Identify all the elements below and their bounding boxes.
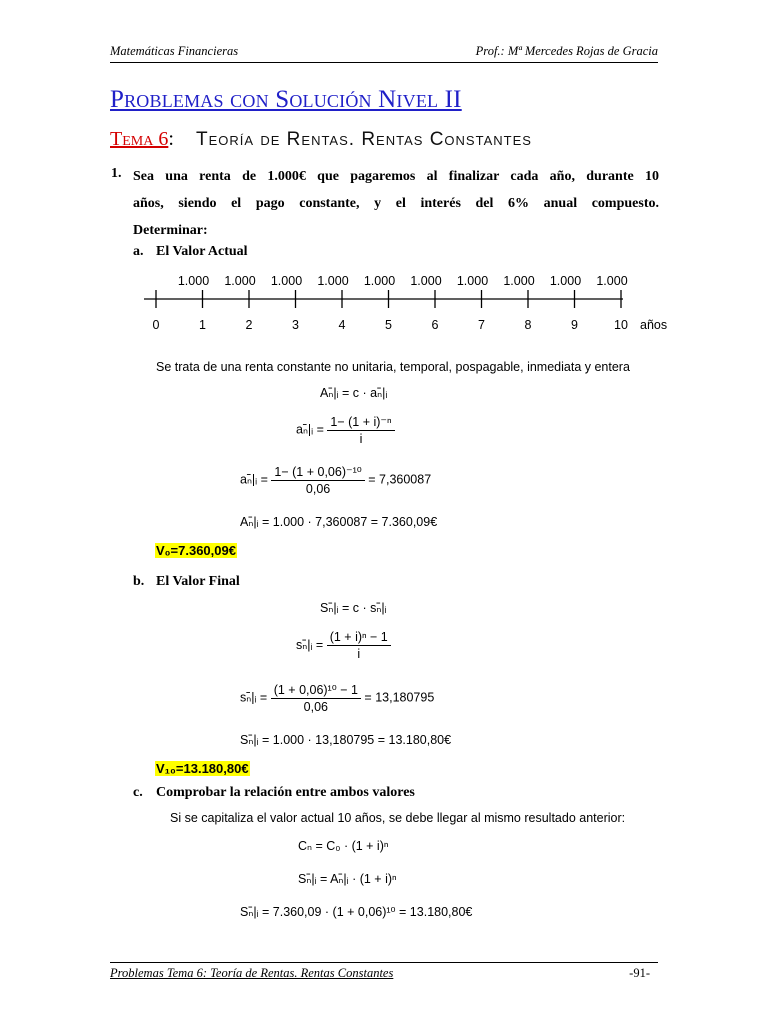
timeline-period-label: 3 bbox=[292, 318, 299, 332]
tema-colon: : bbox=[168, 128, 174, 150]
section-a-eq1: Aₙ̄|ᵢ = c · aₙ̄|ᵢ bbox=[320, 386, 388, 400]
tema-label: Tema 6 bbox=[110, 128, 169, 150]
section-a-eq2-lhs: aₙ̄|ᵢ = bbox=[296, 422, 324, 437]
section-a-letter: a. bbox=[133, 244, 144, 259]
footer-left: Problemas Tema 6: Teoría de Rentas. Rentas Constantes bbox=[110, 966, 394, 980]
section-c-title: Comprobar la relación entre ambos valores bbox=[156, 785, 415, 800]
header-left: Matemáticas Financieras bbox=[110, 44, 239, 58]
section-c-eq2: Sₙ̄|ᵢ = Aₙ̄|ᵢ · (1 + i)ⁿ bbox=[298, 872, 397, 886]
section-a-intro: Se trata de una renta constante no unitaria, temporal, pospagable, inmediata y entera bbox=[156, 360, 630, 374]
section-a-eq3-lhs: aₙ̄|ᵢ = bbox=[240, 472, 268, 487]
section-a-eq2-fraction bbox=[327, 414, 394, 446]
section-b-eq1: Sₙ̄|ᵢ = c · sₙ̄|ᵢ bbox=[320, 601, 387, 615]
section-b-eq3-denominator: 0,06 bbox=[303, 700, 328, 714]
section-a-eq3-numerator: 1− (1 + 0,06)⁻¹⁰ bbox=[271, 464, 364, 481]
section-b-eq2-numerator: (1 + i)ⁿ − 1 bbox=[327, 630, 391, 646]
page-title: Problemas con Solución Nivel II bbox=[110, 86, 462, 113]
section-a-eq3-result: = 7,360087 bbox=[368, 472, 432, 487]
section-a-eq2-numerator: 1− (1 + i)⁻ⁿ bbox=[327, 414, 394, 431]
section-a-result bbox=[155, 542, 237, 560]
timeline-payment-label: 1.000 bbox=[456, 274, 489, 288]
footer-rule bbox=[110, 962, 658, 963]
section-b-eq3-numerator: (1 + 0,06)¹⁰ − 1 bbox=[271, 682, 361, 699]
timeline-period-label: 5 bbox=[385, 318, 392, 332]
tema-heading bbox=[110, 128, 174, 151]
timeline-payment-label: 1.000 bbox=[410, 274, 442, 288]
section-b-eq3-result: = 13,180795 bbox=[364, 690, 435, 705]
timeline-payment-label: 1.000 bbox=[363, 274, 396, 288]
payment-timeline bbox=[140, 268, 700, 338]
section-b-eq2-lhs: sₙ̄|ᵢ = bbox=[296, 637, 324, 652]
section-c-eq3: Sₙ̄|ᵢ = 7.360,09 · (1 + 0,06)¹⁰ = 13.180,80€ bbox=[240, 905, 473, 919]
header-rule bbox=[110, 62, 658, 63]
timeline-payment-label: 1.000 bbox=[177, 274, 210, 288]
section-a-eq2 bbox=[296, 414, 395, 446]
problem-line-3: Determinar: bbox=[133, 223, 208, 238]
timeline-period-label: 2 bbox=[245, 318, 253, 332]
section-b-eq2-denominator: i bbox=[357, 647, 361, 661]
timeline-period-label: 0 bbox=[152, 318, 160, 332]
timeline-payment-label: 1.000 bbox=[596, 274, 628, 288]
timeline-period-label: 7 bbox=[478, 318, 485, 332]
section-a-title: El Valor Actual bbox=[156, 244, 248, 259]
timeline-payment-label: 1.000 bbox=[270, 274, 303, 288]
timeline-period-label: 1 bbox=[199, 318, 206, 332]
page-number: -91- bbox=[629, 966, 650, 980]
section-b-eq3 bbox=[240, 682, 434, 714]
timeline-period-label: 10 bbox=[614, 318, 628, 332]
tema-subtitle: Teoría de Rentas. Rentas Constantes bbox=[196, 129, 532, 150]
section-b-eq2-fraction bbox=[327, 630, 391, 661]
section-a-eq3-denominator: 0,06 bbox=[305, 482, 331, 496]
timeline-unit: años bbox=[640, 318, 668, 332]
problem-statement bbox=[133, 163, 659, 244]
section-b-result-highlight: V₁₀=13.180,80€ bbox=[156, 761, 249, 776]
section-b-eq3-fraction bbox=[271, 682, 361, 714]
problem-number: 1. bbox=[111, 166, 122, 181]
section-b-title: El Valor Final bbox=[156, 574, 240, 589]
section-c-intro: Si se capitaliza el valor actual 10 años, se debe llegar al mismo resultado anterior: bbox=[170, 811, 626, 825]
section-b-letter: b. bbox=[133, 574, 145, 589]
section-a-eq3 bbox=[240, 464, 431, 496]
section-b-eq3-lhs: sₙ̄|ᵢ = bbox=[240, 690, 268, 705]
section-a-result-highlight: V₀=7.360,09€ bbox=[156, 543, 236, 558]
section-c-eq1: Cₙ = C₀ · (1 + i)ⁿ bbox=[298, 839, 389, 853]
timeline-payment-label: 1.000 bbox=[549, 274, 582, 288]
timeline-payment-label: 1.000 bbox=[317, 274, 349, 288]
timeline-period-label: 9 bbox=[571, 318, 578, 332]
problem-line-1: Sea una renta de 1.000€ que pagaremos al finalizar cada año, durante 10 bbox=[133, 169, 659, 184]
timeline-period-label: 6 bbox=[431, 318, 439, 332]
timeline-period-label: 8 bbox=[524, 318, 532, 332]
section-b-eq2 bbox=[296, 630, 391, 661]
header-right: Prof.: Mª Mercedes Rojas de Gracia bbox=[475, 44, 658, 58]
problem-line-2: años, siendo el pago constante, y el interés del 6% anual compuesto. bbox=[133, 196, 659, 211]
section-b-result bbox=[155, 760, 250, 778]
section-a-eq2-denominator: i bbox=[359, 432, 363, 446]
timeline-payment-label: 1.000 bbox=[224, 274, 256, 288]
section-c-letter: c. bbox=[133, 785, 143, 800]
timeline-period-label: 4 bbox=[338, 318, 346, 332]
section-a-eq4: Aₙ̄|ᵢ = 1.000 · 7,360087 = 7.360,09€ bbox=[240, 515, 438, 529]
timeline-payment-label: 1.000 bbox=[503, 274, 535, 288]
section-b-eq4: Sₙ̄|ᵢ = 1.000 · 13,180795 = 13.180,80€ bbox=[240, 733, 452, 747]
section-a-eq3-fraction bbox=[271, 464, 364, 496]
